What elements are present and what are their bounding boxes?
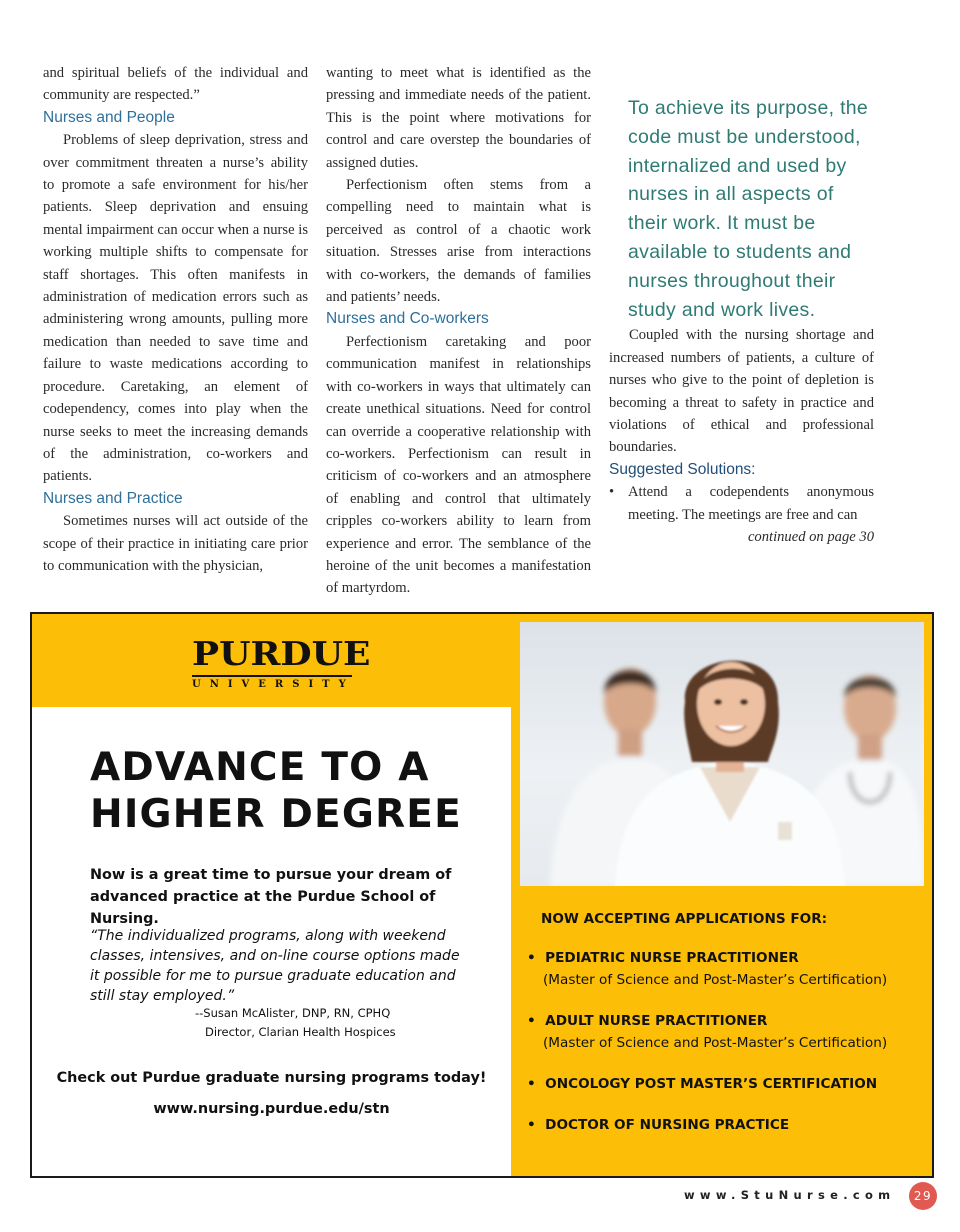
program-name: ADULT NURSE PRACTITIONER <box>545 1013 768 1029</box>
applications-heading: NOW ACCEPTING APPLICATIONS FOR: <box>541 911 828 927</box>
paragraph-coupled: Coupled with the nursing shortage and increased numbers of patients, a culture of nurses who give to the point of depletion is becoming a threat to safety in practice and violations of ethical and professional boundaries. <box>609 327 874 456</box>
program-name: PEDIATRIC NURSE PRACTITIONER <box>545 950 799 966</box>
bullet-dot: • <box>609 484 615 501</box>
ad-testimonial-quote: “The individualized programs, along with weekend classes, intensives, and on-line course options made it possible for me to pursue graduate education and still stay employed.” <box>90 928 460 1004</box>
headline-line-2: HIGHER DEGREE <box>90 792 462 837</box>
paragraph-intro: and spiritual beliefs of the individual and community are respected.” <box>43 65 308 104</box>
program-item <box>527 947 887 991</box>
headline-line-1: ADVANCE TO A <box>90 745 430 790</box>
paragraph-nurses-and-practice: Sometimes nurses will act outside of the scope of their practice in initiating care prior to communication with the physician, <box>43 513 308 574</box>
page-number-badge: 29 <box>909 1182 937 1210</box>
pull-quote: To achieve its purpose, the code must be understood, internalized and used by nurses in all aspects of their work. It must be available to students and nurses throughout their study and work lives. <box>628 97 869 321</box>
program-name: DOCTOR OF NURSING PRACTICE <box>545 1117 790 1133</box>
subheading-nurses-and-practice: Nurses and Practice <box>43 489 183 507</box>
program-detail: (Master of Science and Post-Master’s Certification) <box>543 1035 888 1051</box>
paragraph-perfectionism: Perfectionism often stems from a compelling need to maintain what is perceived as control of a chaotic work situation. Stresses arise from interactions with co-workers, the demands of families and patients’ needs. <box>326 177 591 306</box>
paragraph-nurses-and-coworkers: Perfectionism caretaking and poor communication manifest in relationships with co-workers in ways that ultimately can create unethical situations. Need for control can override a cooperative relationship with co-workers. Perfectionism can result in criticism of co-workers and an atmosphere of enabling and control that ultimately cripples co-workers ability to learn from experience and error. The semblance of the heroine of the unit becomes a manifestation of martyrdom. <box>326 333 591 597</box>
testimonial-author-title: Director, Clarian Health Hospices <box>205 1025 396 1039</box>
program-item <box>527 1073 877 1095</box>
article-column-1 <box>43 62 308 577</box>
ad-url-link[interactable]: www.nursing.purdue.edu/stn <box>153 1101 390 1117</box>
program-detail: (Master of Science and Post-Master’s Certification) <box>543 972 888 988</box>
logo-subtitle: UNIVERSITY <box>192 675 352 690</box>
purdue-logo <box>192 635 371 690</box>
paragraph-continued: wanting to meet what is identified as the pressing and immediate needs of the patient. This is the point where motivations for control and care overstep the boundaries of assigned duties. <box>326 65 591 171</box>
continued-note: continued on page 30 <box>747 529 874 546</box>
article-column-2 <box>326 62 591 600</box>
logo-wordmark: PURDUE <box>192 635 371 673</box>
program-item <box>527 1114 789 1136</box>
subheading-suggested-solutions: Suggested Solutions: <box>609 460 756 478</box>
testimonial-author: --Susan McAlister, DNP, RN, CPHQ <box>195 1006 391 1020</box>
subheading-nurses-and-people: Nurses and People <box>43 108 175 126</box>
subheading-nurses-and-coworkers: Nurses and Co-workers <box>326 310 489 328</box>
ad-headline <box>90 744 462 838</box>
ad-intro-text: Now is a great time to pursue your dream of advanced practice at the Purdue School of Nursing. <box>90 867 452 927</box>
program-item <box>527 1010 887 1054</box>
ad-call-to-action: Check out Purdue graduate nursing programs today! <box>56 1070 487 1086</box>
bullet-dot: • <box>527 950 536 966</box>
article-column-3 <box>609 62 874 548</box>
nurses-photo <box>520 622 924 886</box>
solution-bullet <box>609 481 874 526</box>
purdue-advertisement <box>30 612 934 1178</box>
bullet-dot: • <box>527 1117 536 1133</box>
program-name: ONCOLOGY POST MASTER’S CERTIFICATION <box>545 1076 878 1092</box>
footer-website[interactable]: www.StuNurse.com <box>684 1188 896 1202</box>
nurses-illustration <box>520 622 924 886</box>
solution-text: Attend a codependents anonymous meeting. The meetings are free and can <box>628 484 874 523</box>
bullet-dot: • <box>527 1013 536 1029</box>
bullet-dot: • <box>527 1076 536 1092</box>
paragraph-nurses-and-people: Problems of sleep deprivation, stress and over commitment threaten a nurse’s ability to promote a safe environment for his/her patients. Sleep deprivation and ensuing mental impairment can occur when a nurse is working multiple shifts to compensate for staff shortages. This often manifests in administration of medication errors such as administering wrong amounts, pulling more medication than needed to save time and failure to waste medications according to procedure. Caretaking, an element of codependency, comes into play when the nurse seeks to meet the increasing demands of the administration, co-workers and patients. <box>43 132 308 485</box>
